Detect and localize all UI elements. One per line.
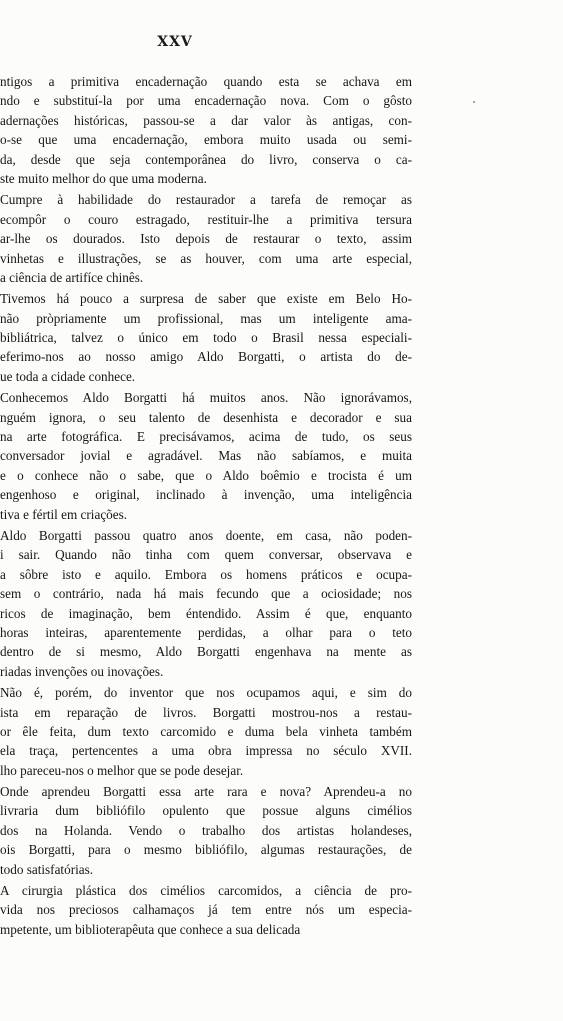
paragraph	[0, 72, 412, 188]
text-line: ue toda a cidade conhece.	[0, 368, 136, 384]
text-line: ois Borgatti, para o mesmo bibliófilo, algumas restaurações, de	[0, 842, 412, 858]
text-line: bibliátrica, talvez o único em todo o Brasil nessa especiali-	[0, 330, 412, 346]
text-line: lho pareceu-nos o melhor que se pode desejar.	[0, 762, 244, 778]
text-line: mpetente, um biblioterapêuta que conhece a sua delicada	[0, 921, 301, 937]
text-line: horas inteiras, aparentemente perdidas, a olhar para o teto	[0, 624, 412, 640]
text-line: Conhecemos Aldo Borgatti há muitos anos. Não ignorávamos,	[0, 390, 412, 406]
text-line: tiva e fértil em criações.	[0, 506, 128, 522]
text-line: vinhetas e illustrações, se as houver, com uma arte especial,	[0, 250, 412, 266]
text-line: conversador jovial e agradável. Mas não sabíamos, e muita	[0, 448, 412, 464]
paragraph	[0, 782, 412, 879]
body-text	[0, 72, 412, 939]
paragraph	[0, 190, 412, 287]
text-line: Tivemos há pouco a surpresa de saber que existe em Belo Ho-	[0, 291, 412, 307]
text-line: Cumpre à habilidade do restaurador a tarefa de remoçar as	[0, 192, 412, 208]
text-line: livraria dum bibliófilo opulento que possue alguns cimélios	[0, 803, 412, 819]
paragraph	[0, 683, 412, 780]
text-line: ste muito melhor do que uma moderna.	[0, 170, 207, 186]
text-line: or êle feita, dum texto carcomido e duma bela vinheta também	[0, 723, 412, 739]
text-line: da, desde que seja contemporânea do livro, conserva o ca-	[0, 151, 412, 167]
text-line: o-se que uma encadernação, embora muito usada ou semi-	[0, 132, 412, 148]
text-line: engenhoso e original, inclinado à invenção, uma inteligência	[0, 487, 412, 503]
text-line: a sôbre isto e aquilo. Embora os homens práticos e ocupa-	[0, 566, 412, 582]
text-line: nguém ignora, o seu talento de desenhista e decorador e sua	[0, 409, 412, 425]
text-line: ricos de imaginação, bem éntendido. Assim é que, enquanto	[0, 605, 412, 621]
paragraph	[0, 881, 412, 939]
page-number: XXV	[157, 34, 193, 50]
text-line: A cirurgia plástica dos cimélios carcomidos, a ciência de pro-	[0, 883, 412, 899]
text-line: ecompôr o couro estragado, restituir-lhe a primitiva tersura	[0, 211, 412, 227]
paragraph	[0, 526, 412, 681]
text-line: ar-lhe os dourados. Isto depois de restaurar o texto, assim	[0, 231, 412, 247]
text-line: dos na Holanda. Vendo o trabalho dos artistas holandeses,	[0, 822, 412, 838]
text-line: riadas invenções ou inovações.	[0, 663, 164, 679]
paragraph	[0, 388, 412, 524]
text-line: não pròpriamente um profissional, mas um inteligente ama-	[0, 310, 412, 326]
text-line: Onde aprendeu Borgatti essa arte rara e nova? Aprendeu-a no	[0, 784, 412, 800]
text-line: e o conhece não o sabe, que o Aldo boêmio e trocista é um	[0, 467, 412, 483]
text-line: eferimo-nos ao nosso amigo Aldo Borgatti, o artista do de-	[0, 349, 412, 365]
text-line: ela traça, pertencentes a uma obra impressa no século XVII.	[0, 743, 412, 759]
text-line: adernações históricas, passou-se a dar valor às antigas, con-	[0, 112, 412, 128]
text-line: na arte fotográfica. E precisávamos, acima de tudo, os seus	[0, 429, 412, 445]
text-line: Aldo Borgatti passou quatro anos doente, em casa, não poden-	[0, 527, 412, 543]
text-line: ndo e substituí-la por uma encadernação nova. Com o gôsto	[0, 93, 412, 109]
text-line: a ciência de artifíce chinês.	[0, 269, 144, 285]
text-line: ista em reparação de livros. Borgatti mostrou-nos a restau-	[0, 704, 412, 720]
text-line: todo satisfatórias.	[0, 861, 94, 877]
paragraph	[0, 289, 412, 386]
print-speck	[473, 101, 475, 103]
text-line: dentro de si mesmo, Aldo Borgatti engenhava na mente as	[0, 644, 412, 660]
text-line: ntigos a primitiva encadernação quando esta se achava em	[0, 74, 412, 89]
text-line: i sair. Quando não tinha com quem conversar, observava e	[0, 547, 412, 563]
text-line: vida nos preciosos calhamaços já tem entre nós um especia-	[0, 902, 412, 918]
text-line: Não é, porém, do inventor que nos ocupamos aqui, e sim do	[0, 685, 412, 701]
text-line: sem o contrário, nada há mais fecundo que a ociosidade; nos	[0, 586, 412, 602]
